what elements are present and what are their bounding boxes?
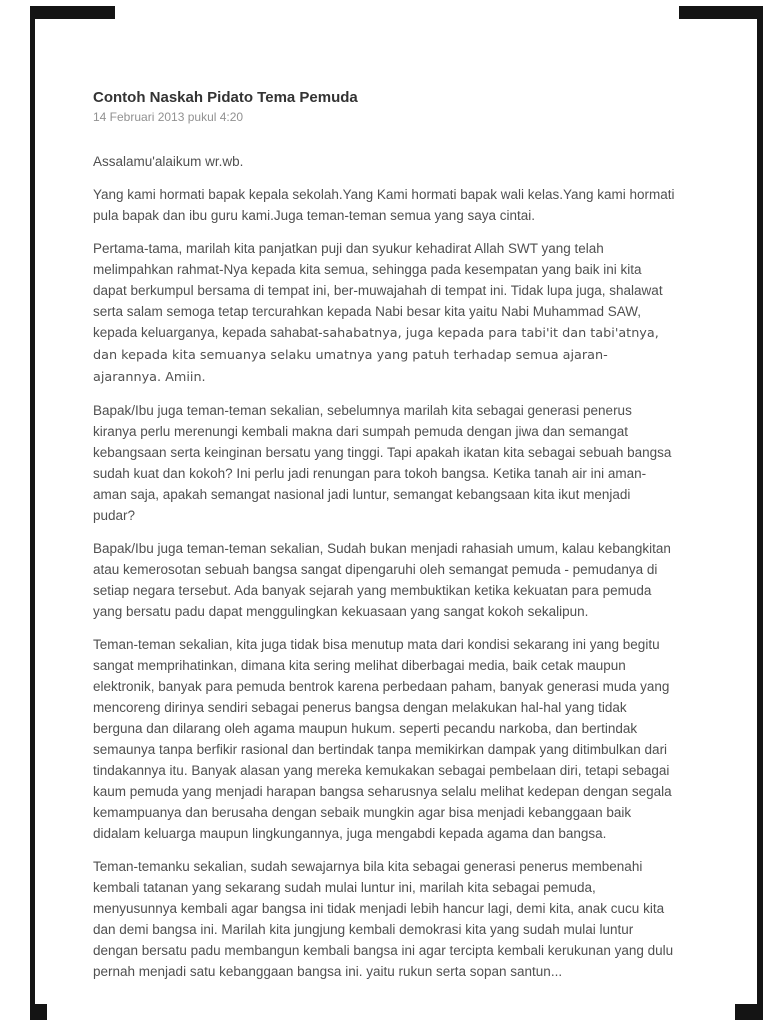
document-body <box>93 151 675 982</box>
paragraph-run-alt: sahabatnya, juga kepada para tabi'it dan tabi'atnya, dan kepada kita semuanya selaku umatnya yang patuh terhadap semua ajaran-ajarannya. Amiin. <box>93 326 659 385</box>
scan-artifact-top-right <box>679 6 763 19</box>
paragraph: Teman-temanku sekalian, sudah sewajarnya bila kita sebagai generasi penerus membenahi kembali tatanan yang sekarang sudah mulai luntur ini, marilah kita sebagai pemuda, menyusunnya kembali agar bangsa ini tidak menjadi lebih hancur lagi, demi kita, anak cucu kita dan demi bangsa ini. Marilah kita jungjung kembali demokrasi kita yang sudah mulai luntur dengan bersatu padu membangun kembali bangsa ini agar tercipta kembali kerukunan yang dulu pernah menjadi satu kebanggaan bangsa ini. yaitu rukun serta sopan santun... <box>93 859 674 979</box>
scan-artifact-bottom-left <box>30 1004 47 1020</box>
scan-artifact-left-edge <box>30 6 35 1020</box>
scan-artifact-bottom-right <box>735 1004 763 1020</box>
scan-artifact-right-edge <box>757 6 763 1020</box>
paragraph: Yang kami hormati bapak kepala sekolah.Yang Kami hormati bapak wali kelas.Yang kami hormati pula bapak dan ibu guru kami.Juga teman-teman semua yang saya cintai. <box>93 187 675 223</box>
paragraph: Assalamu'alaikum wr.wb. <box>93 154 244 169</box>
paragraph: Bapak/Ibu juga teman-teman sekalian, Sudah bukan menjadi rahasiah umum, kalau kebangkitan atau kemerosotan sebuah bangsa sangat dipengaruhi oleh semangat pemuda - pemudanya di setiap negara tersebut. Ada banyak sejarah yang membuktikan ketika kekuatan para pemuda yang bersatu padu dapat menggulingkan kekuasaan yang sangat kokoh sekalipun. <box>93 541 671 619</box>
paragraph: Teman-teman sekalian, kita juga tidak bisa menutup mata dari kondisi sekarang ini yang begitu sangat memprihatinkan, dimana kita sering melihat diberbagai media, baik cetak maupun elektronik, banyak para pemuda bentrok karena perbedaan paham, banyak generasi muda yang mencoreng dirinya sendiri sebagai penerus bangsa dengan melakukan hal-hal yang tidak berguna dan dilarang oleh agama maupun hukum. seperti pecandu narkoba, dan bertindak semaunya tanpa berfikir rasional dan bertindak tanpa memikirkan dampak yang ditimbulkan dari tindakannya itu. Banyak alasan yang mereka kemukakan sebagai pembelaan diri, tetapi sebagai kaum pemuda yang menjadi harapan bangsa seharusnya selalu melihat kedepan dengan segala kemampuanya dan berusaha dengan sebaik mungkin agar bisa menjadi kebanggaan baik didalam keluarga maupun lingkungannya, juga mengabdi kepada agama dan bangsa. <box>93 637 672 841</box>
document-title: Contoh Naskah Pidato Tema Pemuda <box>93 89 358 106</box>
paragraph: Bapak/Ibu juga teman-teman sekalian, sebelumnya marilah kita sebagai generasi penerus kiranya perlu merenungi kembali makna dari sumpah pemuda dengan jiwa dan semangat kebangsaan serta keinginan bersatu yang tinggi. Tapi apakah ikatan kita sebagai sebuah bangsa sudah kuat dan kokoh? Ini perlu jadi renungan para tokoh bangsa. Ketika tanah air ini aman-aman saja, apakah semangat nasional jadi luntur, semangat kebangsaan kita ikut menjadi pudar? <box>93 403 672 523</box>
document-content <box>93 88 675 994</box>
document-date: 14 Februari 2013 pukul 4:20 <box>93 110 244 124</box>
scan-artifact-top-left <box>30 6 115 19</box>
paragraph <box>93 238 675 388</box>
paragraph-run: Pertama-tama, marilah kita panjatkan puji dan syukur kehadirat Allah SWT yang telah melimpahkan rahmat-Nya kepada kita semua, sehingga pada kesempatan yang baik ini kita dapat berkumpul bersama di tempat ini, ber-muwajahah di tempat ini. Tidak lupa juga, shalawat serta salam semoga tetap tercurahkan kepada Nabi besar kita yaitu Nabi Muhammad SAW, kepada keluarganya, kepada sahabat- <box>93 241 663 340</box>
